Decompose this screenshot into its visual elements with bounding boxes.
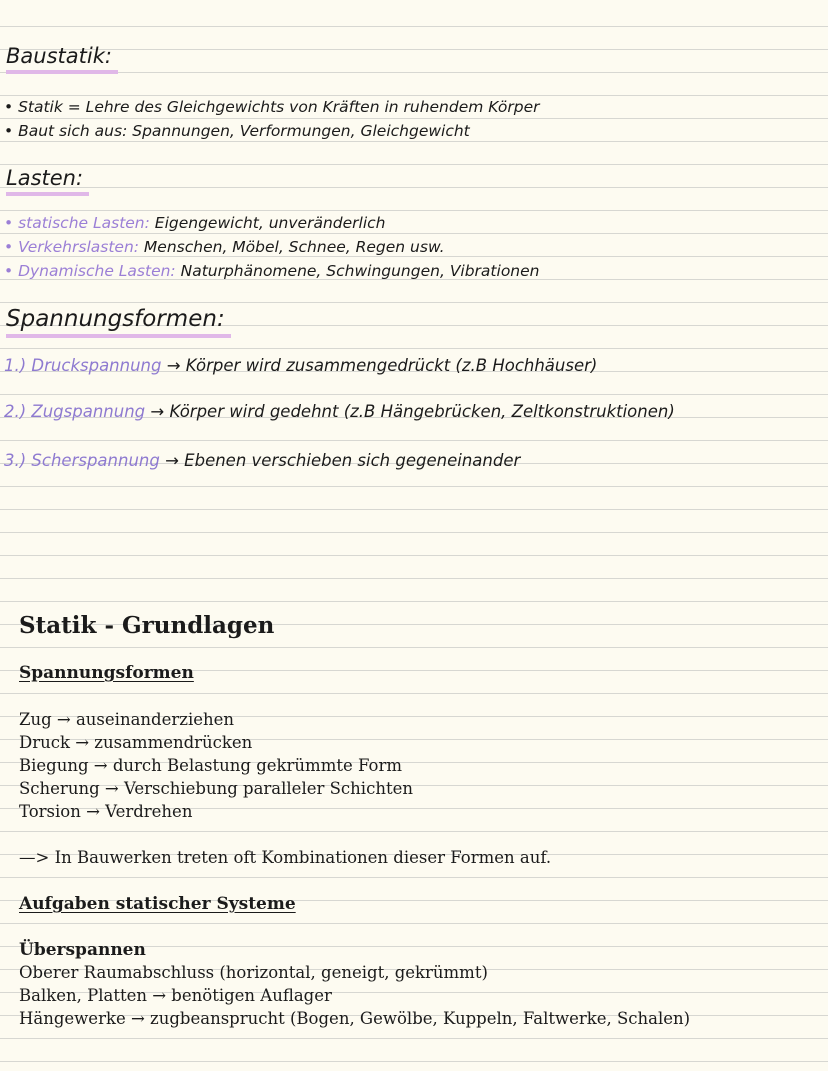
form-line: Biegung → durch Belastung gekrümmte Form — [19, 756, 402, 775]
spannung-text: → Körper wird gedehnt (z.B Hängebrücken, Zeltkonstruktionen) — [145, 402, 675, 421]
lasten-text: Eigengewicht, unveränderlich — [149, 214, 386, 232]
section-heading-aufgaben: Aufgaben statischer Systeme — [19, 894, 296, 914]
spannung-term: 3.) Scherspannung — [4, 451, 160, 470]
form-line: Druck → zusammendrücken — [19, 733, 253, 752]
spannung-item — [4, 451, 828, 470]
spannung-text: → Körper wird zusammengedrückt (z.B Hochhäuser) — [161, 356, 598, 375]
typed-title: Statik - Grundlagen — [19, 612, 275, 639]
subheading-ueberspannen: Überspannen — [19, 940, 146, 960]
intro-line-1: • Statik = Lehre des Gleichgewichts von Kräften in ruhendem Körper — [4, 98, 540, 116]
form-line: Zug → auseinanderziehen — [19, 710, 234, 729]
title-baustatik: Baustatik: — [6, 44, 118, 74]
aufgaben-line: Oberer Raumabschluss (horizontal, geneigt, gekrümmt) — [19, 963, 488, 982]
lasten-item — [4, 262, 828, 280]
lasten-item — [4, 214, 828, 232]
form-line: Torsion → Verdrehen — [19, 802, 193, 821]
title-spannungsformen: Spannungsformen: — [6, 306, 231, 338]
spannung-term: 2.) Zugspannung — [4, 402, 146, 421]
section-heading-spannungsformen: Spannungsformen — [19, 663, 194, 683]
intro-line-2: • Baut sich aus: Spannungen, Verformungen, Gleichgewicht — [4, 122, 470, 140]
spannung-term: 1.) Druckspannung — [4, 356, 162, 375]
aufgaben-line: Hängewerke → zugbeansprucht (Bogen, Gewölbe, Kuppeln, Faltwerke, Schalen) — [19, 1009, 691, 1028]
lasten-item — [4, 238, 828, 256]
spannung-item — [4, 402, 828, 421]
aufgaben-line: Balken, Platten → benötigen Auflager — [19, 986, 332, 1005]
combination-note: —> In Bauwerken treten oft Kombinationen dieser Formen auf. — [19, 848, 552, 867]
lasten-term: • Verkehrslasten: — [4, 238, 139, 256]
lasten-text: Menschen, Möbel, Schnee, Regen usw. — [139, 238, 445, 256]
spannung-item — [4, 356, 828, 375]
title-lasten: Lasten: — [6, 166, 89, 196]
form-line: Scherung → Verschiebung paralleler Schichten — [19, 779, 413, 798]
spannung-text: → Ebenen verschieben sich gegeneinander — [159, 451, 521, 470]
lasten-term: • statische Lasten: — [4, 214, 150, 232]
lasten-text: Naturphänomene, Schwingungen, Vibrationen — [175, 262, 540, 280]
lasten-term: • Dynamische Lasten: — [4, 262, 176, 280]
